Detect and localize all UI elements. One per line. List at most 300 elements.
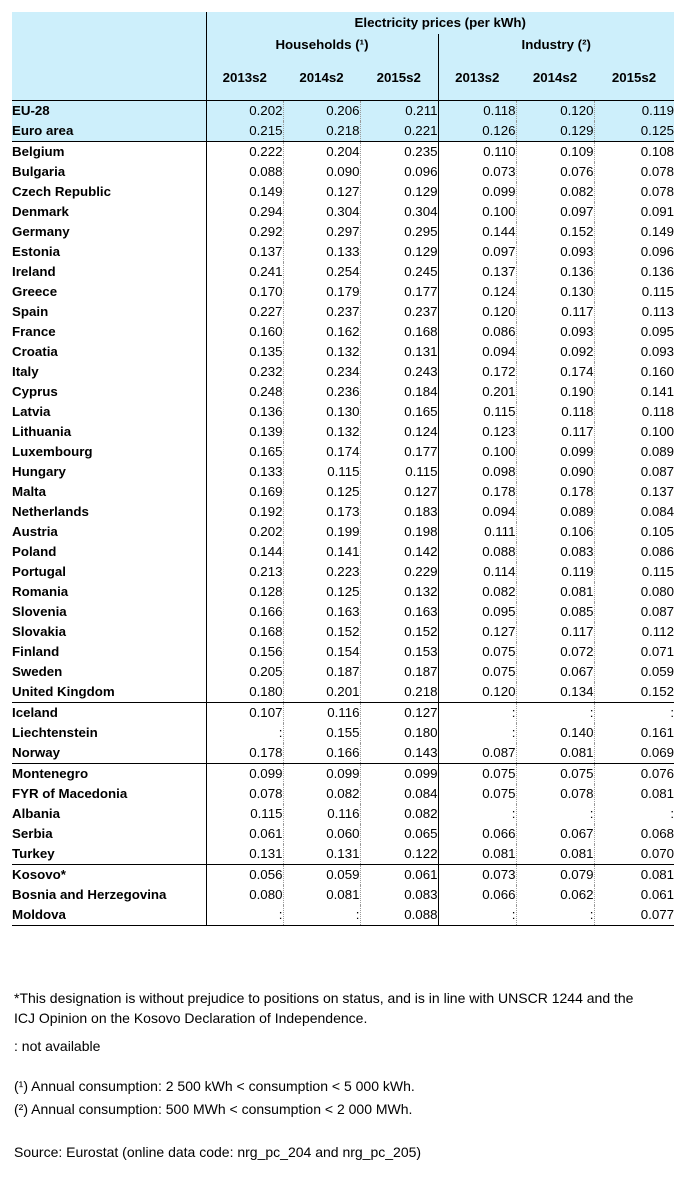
price-cell: 0.129 — [360, 242, 438, 262]
price-cell: 0.088 — [206, 162, 283, 182]
price-cell: 0.075 — [438, 764, 516, 785]
price-cell: 0.124 — [438, 282, 516, 302]
price-cell: 0.248 — [206, 382, 283, 402]
price-cell: 0.061 — [206, 824, 283, 844]
price-cell: 0.095 — [438, 602, 516, 622]
price-cell: 0.056 — [206, 865, 283, 886]
price-cell: 0.078 — [206, 784, 283, 804]
price-cell: 0.115 — [594, 562, 674, 582]
country-name: Sweden — [12, 664, 63, 679]
price-cell: 0.059 — [283, 865, 360, 886]
country-name: Malta — [12, 484, 46, 499]
price-cell: 0.152 — [283, 622, 360, 642]
price-cell: 0.168 — [360, 322, 438, 342]
price-cell: 0.131 — [360, 342, 438, 362]
price-cell: 0.081 — [438, 844, 516, 865]
price-cell: 0.160 — [206, 322, 283, 342]
price-cell: 0.133 — [206, 462, 283, 482]
price-cell: 0.162 — [283, 322, 360, 342]
price-cell: 0.082 — [360, 804, 438, 824]
country-name: Liechtenstein — [12, 725, 98, 740]
country-name: Slovakia — [12, 624, 66, 639]
period-header: 2015s2 — [594, 56, 674, 101]
price-cell: 0.155 — [283, 723, 360, 743]
price-cell: 0.120 — [516, 101, 594, 122]
price-cell: 0.081 — [516, 844, 594, 865]
price-cell: 0.106 — [516, 522, 594, 542]
price-cell: 0.141 — [594, 382, 674, 402]
price-cell: 0.076 — [516, 162, 594, 182]
period-header: 2014s2 — [516, 56, 594, 101]
price-cell: 0.119 — [516, 562, 594, 582]
table-row — [12, 743, 674, 764]
price-cell: 0.075 — [438, 642, 516, 662]
header-stub — [12, 12, 206, 34]
table-row — [12, 442, 674, 462]
price-cell: 0.201 — [438, 382, 516, 402]
price-cell: 0.120 — [438, 682, 516, 703]
price-cell: 0.085 — [516, 602, 594, 622]
price-cell: 0.136 — [594, 262, 674, 282]
table-row — [12, 162, 674, 182]
price-cell: 0.099 — [283, 764, 360, 785]
price-cell: : — [206, 723, 283, 743]
price-cell: 0.114 — [438, 562, 516, 582]
table-row — [12, 804, 674, 824]
country-name: Iceland — [12, 705, 58, 720]
price-cell: 0.149 — [594, 222, 674, 242]
price-cell: 0.087 — [594, 462, 674, 482]
price-cell: 0.116 — [283, 804, 360, 824]
price-cell: 0.199 — [283, 522, 360, 542]
price-cell: 0.081 — [283, 885, 360, 905]
table-row — [12, 703, 674, 724]
price-cell: 0.135 — [206, 342, 283, 362]
period-header: 2013s2 — [438, 56, 516, 101]
price-cell: 0.223 — [283, 562, 360, 582]
price-cell: 0.115 — [206, 804, 283, 824]
price-cell: 0.174 — [516, 362, 594, 382]
country-name: Austria — [12, 524, 58, 539]
price-cell: 0.127 — [360, 482, 438, 502]
price-cell: 0.123 — [438, 422, 516, 442]
price-cell: 0.072 — [516, 642, 594, 662]
price-cell: 0.062 — [516, 885, 594, 905]
price-cell: 0.221 — [360, 121, 438, 142]
price-cell: 0.082 — [438, 582, 516, 602]
price-cell: 0.243 — [360, 362, 438, 382]
table-row — [12, 865, 674, 886]
price-cell: 0.093 — [516, 322, 594, 342]
country-name: Turkey — [12, 844, 206, 865]
price-cell: 0.077 — [594, 905, 674, 926]
price-cell: 0.139 — [206, 422, 283, 442]
price-cell: 0.066 — [438, 824, 516, 844]
price-cell: 0.236 — [283, 382, 360, 402]
price-cell: 0.152 — [516, 222, 594, 242]
header-stub — [12, 34, 206, 56]
price-cell: 0.170 — [206, 282, 283, 302]
price-cell: 0.122 — [360, 844, 438, 865]
country-name: Luxembourg — [12, 444, 93, 459]
country-name: Belgium — [12, 144, 65, 159]
price-cell: 0.096 — [594, 242, 674, 262]
price-cell: 0.152 — [360, 622, 438, 642]
table-row — [12, 402, 674, 422]
price-cell: 0.137 — [594, 482, 674, 502]
price-cell: 0.201 — [283, 682, 360, 703]
price-cell: 0.112 — [594, 622, 674, 642]
price-cell: 0.165 — [206, 442, 283, 462]
price-cell: 0.118 — [516, 402, 594, 422]
price-cell: 0.190 — [516, 382, 594, 402]
price-cell: 0.304 — [360, 202, 438, 222]
price-cell: 0.095 — [594, 322, 674, 342]
price-cell: 0.099 — [438, 182, 516, 202]
price-cell: 0.130 — [516, 282, 594, 302]
price-cell: 0.067 — [516, 662, 594, 682]
country-name: Serbia — [12, 826, 53, 841]
price-cell: 0.206 — [283, 101, 360, 122]
price-cell: 0.205 — [206, 662, 283, 682]
country-name: United Kingdom — [12, 682, 206, 703]
country-name: France — [12, 324, 56, 339]
table-row — [12, 202, 674, 222]
price-cell: 0.218 — [283, 121, 360, 142]
price-cell: 0.060 — [283, 824, 360, 844]
price-cell: 0.099 — [360, 764, 438, 785]
table-row — [12, 905, 674, 926]
price-cell: 0.163 — [360, 602, 438, 622]
table-row — [12, 382, 674, 402]
price-cell: : — [516, 804, 594, 824]
table-row — [12, 282, 674, 302]
price-cell: 0.088 — [438, 542, 516, 562]
price-cell: : — [283, 905, 360, 926]
households-header: Households (¹) — [206, 34, 438, 56]
price-cell: 0.094 — [438, 342, 516, 362]
table-row — [12, 602, 674, 622]
price-cell: 0.130 — [283, 402, 360, 422]
price-cell: 0.076 — [594, 764, 674, 785]
country-name: EU-28 — [12, 101, 206, 122]
price-cell: 0.117 — [516, 302, 594, 322]
price-cell: 0.125 — [283, 482, 360, 502]
price-cell: 0.192 — [206, 502, 283, 522]
price-cell: 0.089 — [594, 442, 674, 462]
price-cell: 0.125 — [594, 121, 674, 142]
price-cell: 0.081 — [594, 865, 674, 886]
country-name: Croatia — [12, 344, 58, 359]
price-cell: 0.083 — [360, 885, 438, 905]
price-cell: 0.178 — [206, 743, 283, 764]
country-name: Spain — [12, 304, 49, 319]
table-row — [12, 462, 674, 482]
price-cell: : — [438, 723, 516, 743]
price-cell: 0.079 — [516, 865, 594, 886]
price-cell: 0.294 — [206, 202, 283, 222]
table-row — [12, 422, 674, 442]
table-row — [12, 121, 674, 142]
country-name: Portugal — [12, 564, 66, 579]
price-cell: 0.187 — [283, 662, 360, 682]
price-cell: : — [594, 703, 674, 724]
price-cell: 0.177 — [360, 442, 438, 462]
price-cell: 0.183 — [360, 502, 438, 522]
price-cell: 0.160 — [594, 362, 674, 382]
table-row — [12, 582, 674, 602]
price-cell: 0.089 — [516, 502, 594, 522]
price-cell: 0.099 — [516, 442, 594, 462]
price-cell: 0.218 — [360, 682, 438, 703]
price-cell: 0.073 — [438, 162, 516, 182]
price-cell: : — [516, 905, 594, 926]
price-cell: 0.078 — [594, 182, 674, 202]
price-cell: 0.082 — [283, 784, 360, 804]
industry-header: Industry (²) — [438, 34, 674, 56]
table-row — [12, 222, 674, 242]
price-cell: 0.116 — [283, 703, 360, 724]
price-cell: 0.202 — [206, 101, 283, 122]
price-cell: 0.093 — [594, 342, 674, 362]
price-cell: 0.124 — [360, 422, 438, 442]
country-name: Germany — [12, 224, 70, 239]
table-row — [12, 662, 674, 682]
price-cell: 0.165 — [360, 402, 438, 422]
price-cell: 0.107 — [206, 703, 283, 724]
price-cell: 0.254 — [283, 262, 360, 282]
period-header: 2015s2 — [360, 56, 438, 101]
price-cell: 0.071 — [594, 642, 674, 662]
price-cell: 0.093 — [516, 242, 594, 262]
price-cell: 0.180 — [206, 682, 283, 703]
table-row — [12, 101, 674, 122]
table-row — [12, 844, 674, 865]
price-cell: 0.127 — [283, 182, 360, 202]
price-cell: 0.166 — [206, 602, 283, 622]
price-cell: 0.136 — [206, 402, 283, 422]
price-cell: 0.080 — [206, 885, 283, 905]
price-cell: 0.178 — [516, 482, 594, 502]
country-name: Italy — [12, 364, 39, 379]
price-cell: 0.108 — [594, 142, 674, 163]
price-cell: 0.132 — [283, 422, 360, 442]
price-cell: 0.068 — [594, 824, 674, 844]
price-cell: 0.091 — [594, 202, 674, 222]
price-cell: 0.061 — [594, 885, 674, 905]
price-cell: 0.081 — [516, 743, 594, 764]
price-cell: 0.187 — [360, 662, 438, 682]
price-cell: 0.202 — [206, 522, 283, 542]
price-cell: 0.078 — [594, 162, 674, 182]
price-cell: 0.134 — [516, 682, 594, 703]
price-cell: 0.075 — [438, 784, 516, 804]
price-cell: 0.070 — [594, 844, 674, 865]
country-name: Ireland — [12, 264, 56, 279]
price-cell: 0.237 — [283, 302, 360, 322]
table-row — [12, 302, 674, 322]
table-row — [12, 682, 674, 703]
price-cell: 0.075 — [516, 764, 594, 785]
price-cell: 0.204 — [283, 142, 360, 163]
price-cell: 0.136 — [516, 262, 594, 282]
table-row — [12, 522, 674, 542]
price-cell: 0.133 — [283, 242, 360, 262]
price-cell: 0.304 — [283, 202, 360, 222]
price-cell: 0.097 — [516, 202, 594, 222]
price-cell: 0.113 — [594, 302, 674, 322]
country-name: Albania — [12, 806, 61, 821]
country-name: Kosovo* — [12, 867, 66, 882]
price-cell: 0.129 — [516, 121, 594, 142]
footnote-households: (¹) Annual consumption: 2 500 kWh < consumption < 5 000 kWh. — [14, 1078, 415, 1094]
price-cell: 0.144 — [206, 542, 283, 562]
country-name: Slovenia — [12, 604, 67, 619]
price-cell: 0.235 — [360, 142, 438, 163]
footnote-industry: (²) Annual consumption: 500 MWh < consumption < 2 000 MWh. — [14, 1101, 413, 1117]
source-note: Source: Eurostat (online data code: nrg_pc_204 and nrg_pc_205) — [14, 1144, 422, 1160]
country-name: Moldova — [12, 905, 206, 926]
table-row — [12, 322, 674, 342]
price-cell: 0.163 — [283, 602, 360, 622]
price-cell: 0.111 — [438, 522, 516, 542]
price-cell: 0.100 — [438, 202, 516, 222]
table-row — [12, 764, 674, 785]
price-cell: 0.096 — [360, 162, 438, 182]
price-cell: 0.118 — [438, 101, 516, 122]
price-cell: 0.184 — [360, 382, 438, 402]
table-row — [12, 182, 674, 202]
price-cell: 0.227 — [206, 302, 283, 322]
price-cell: 0.127 — [438, 622, 516, 642]
price-cell: 0.137 — [206, 242, 283, 262]
country-name: Czech Republic — [12, 184, 112, 199]
table-body — [12, 101, 674, 926]
price-cell: 0.144 — [438, 222, 516, 242]
not-available-note: : not available — [14, 1038, 101, 1054]
price-cell: 0.087 — [594, 602, 674, 622]
electricity-prices-table — [12, 12, 674, 926]
price-cell: 0.084 — [360, 784, 438, 804]
price-cell: 0.105 — [594, 522, 674, 542]
country-name: Denmark — [12, 204, 69, 219]
price-cell: 0.099 — [206, 764, 283, 785]
table-row — [12, 642, 674, 662]
price-cell: 0.156 — [206, 642, 283, 662]
table-row — [12, 723, 674, 743]
price-cell: 0.084 — [594, 502, 674, 522]
price-cell: 0.078 — [516, 784, 594, 804]
country-name: Hungary — [12, 464, 66, 479]
price-cell: : — [516, 703, 594, 724]
price-cell: 0.066 — [438, 885, 516, 905]
price-cell: 0.117 — [516, 622, 594, 642]
price-cell: 0.119 — [594, 101, 674, 122]
price-cell: 0.169 — [206, 482, 283, 502]
price-cell: 0.211 — [360, 101, 438, 122]
price-cell: 0.237 — [360, 302, 438, 322]
price-cell: 0.082 — [516, 182, 594, 202]
table-row — [12, 482, 674, 502]
price-cell: 0.110 — [438, 142, 516, 163]
price-cell: 0.115 — [438, 402, 516, 422]
price-cell: 0.172 — [438, 362, 516, 382]
price-cell: 0.097 — [438, 242, 516, 262]
price-cell: 0.129 — [360, 182, 438, 202]
price-cell: 0.081 — [516, 582, 594, 602]
price-cell: 0.065 — [360, 824, 438, 844]
table-row — [12, 262, 674, 282]
price-cell: 0.100 — [438, 442, 516, 462]
table-row — [12, 784, 674, 804]
country-name: Bulgaria — [12, 164, 66, 179]
price-cell: 0.083 — [516, 542, 594, 562]
price-cell: 0.166 — [283, 743, 360, 764]
price-cell: 0.173 — [283, 502, 360, 522]
price-cell: 0.115 — [283, 462, 360, 482]
period-header: 2014s2 — [283, 56, 360, 101]
price-cell: 0.073 — [438, 865, 516, 886]
price-cell: 0.149 — [206, 182, 283, 202]
table-row — [12, 622, 674, 642]
price-cell: 0.086 — [438, 322, 516, 342]
price-cell: 0.059 — [594, 662, 674, 682]
price-cell: 0.109 — [516, 142, 594, 163]
table-title: Electricity prices (per kWh) — [206, 12, 674, 34]
price-cell: 0.126 — [438, 121, 516, 142]
price-cell: 0.168 — [206, 622, 283, 642]
price-cell: 0.117 — [516, 422, 594, 442]
price-cell: 0.088 — [360, 905, 438, 926]
country-name: Cyprus — [12, 384, 58, 399]
price-cell: 0.100 — [594, 422, 674, 442]
country-name: Romania — [12, 584, 69, 599]
price-cell: 0.118 — [594, 402, 674, 422]
country-name: Estonia — [12, 244, 61, 259]
country-name: Bosnia and Herzegovina — [12, 887, 167, 902]
price-cell: 0.215 — [206, 121, 283, 142]
country-name: Poland — [12, 544, 57, 559]
price-cell: 0.232 — [206, 362, 283, 382]
price-cell: 0.152 — [594, 682, 674, 703]
price-cell: 0.222 — [206, 142, 283, 163]
table-row — [12, 142, 674, 163]
table-row — [12, 824, 674, 844]
price-cell: 0.153 — [360, 642, 438, 662]
price-cell: : — [438, 905, 516, 926]
price-cell: 0.213 — [206, 562, 283, 582]
price-cell: 0.140 — [516, 723, 594, 743]
price-cell: : — [594, 804, 674, 824]
price-cell: 0.141 — [283, 542, 360, 562]
price-cell: 0.174 — [283, 442, 360, 462]
price-cell: 0.094 — [438, 502, 516, 522]
country-name: Latvia — [12, 404, 51, 419]
country-name: Norway — [12, 743, 206, 764]
price-cell: 0.245 — [360, 262, 438, 282]
price-cell: : — [438, 703, 516, 724]
price-cell: 0.125 — [283, 582, 360, 602]
header-stub — [12, 56, 206, 101]
price-cell: 0.120 — [438, 302, 516, 322]
price-cell: 0.241 — [206, 262, 283, 282]
price-cell: 0.115 — [594, 282, 674, 302]
kosovo-footnote: *This designation is without prejudice to positions on status, and is in line with UNSCR 1244 and the ICJ Opinion on the Kosovo Declaration of Independence. — [14, 990, 634, 1026]
table-row — [12, 502, 674, 522]
price-cell: : — [206, 905, 283, 926]
price-cell: 0.128 — [206, 582, 283, 602]
price-cell: 0.137 — [438, 262, 516, 282]
